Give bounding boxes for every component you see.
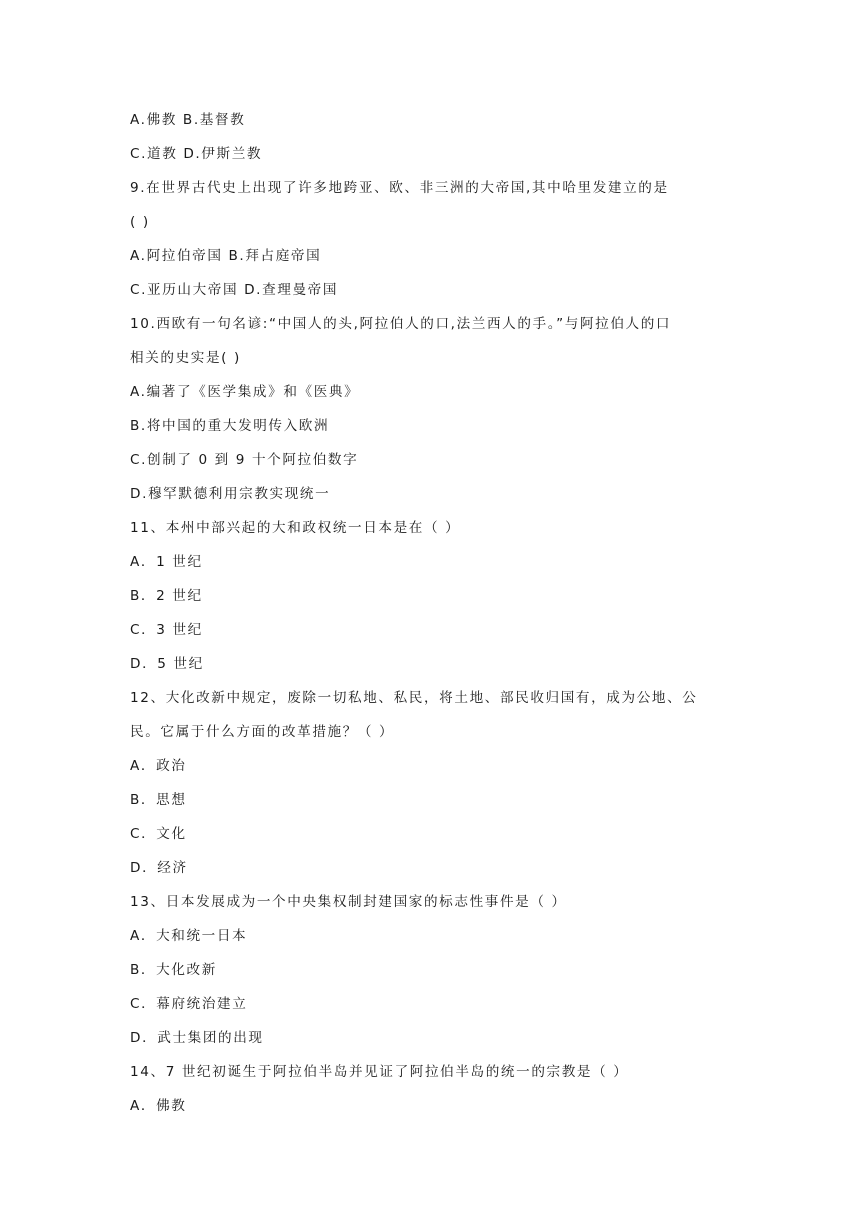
option-line: D．5 世纪 [130, 656, 204, 672]
option-line: A．大和统一日本 [130, 928, 248, 944]
option-line: A．佛教 [130, 1098, 187, 1114]
option-line: D.穆罕默德利用宗教实现统一 [130, 486, 331, 502]
question-12-text-cont: 民。它属于什么方面的改革措施？（ ） [130, 724, 395, 740]
option-line: C．文化 [130, 826, 187, 842]
question-10-text-cont: 相关的史实是( ) [130, 350, 241, 366]
question-14-text: 14、7 世纪初诞生于阿拉伯半岛并见证了阿拉伯半岛的统一的宗教是（ ） [130, 1064, 629, 1080]
question-9-blank: ( ) [130, 214, 150, 230]
option-line: D．经济 [130, 860, 188, 876]
option-line: B．2 世纪 [130, 588, 203, 604]
option-line: C．3 世纪 [130, 622, 203, 638]
question-10-text: 10.西欧有一句名谚:“中国人的头,阿拉伯人的口,法兰西人的手。”与阿拉伯人的口 [130, 316, 672, 332]
option-line: C.道教 D.伊斯兰教 [130, 146, 263, 162]
option-line: C．幕府统治建立 [130, 996, 248, 1012]
option-line: B.将中国的重大发明传入欧洲 [130, 418, 330, 434]
option-line: D．武士集团的出现 [130, 1030, 264, 1046]
option-line: A.编著了《医学集成》和《医典》 [130, 384, 360, 400]
option-line: C.创制了 0 到 9 十个阿拉伯数字 [130, 452, 359, 468]
question-11-text: 11、本州中部兴起的大和政权统一日本是在（ ） [130, 520, 461, 536]
option-line: C.亚历山大帝国 D.查理曼帝国 [130, 282, 339, 298]
option-line: B．大化改新 [130, 962, 217, 978]
option-line: A.阿拉伯帝国 B.拜占庭帝国 [130, 248, 322, 264]
option-line: A．1 世纪 [130, 554, 203, 570]
option-line: A．政治 [130, 758, 187, 774]
question-12-text: 12、大化改新中规定，废除一切私地、私民，将土地、部民收归国有，成为公地、公 [130, 690, 698, 706]
option-line: B．思想 [130, 792, 187, 808]
question-9-text: 9.在世界古代史上出现了许多地跨亚、欧、非三洲的大帝国,其中哈里发建立的是 [130, 180, 669, 196]
option-line: A.佛教 B.基督教 [130, 112, 246, 128]
question-13-text: 13、日本发展成为一个中央集权制封建国家的标志性事件是（ ） [130, 894, 567, 910]
